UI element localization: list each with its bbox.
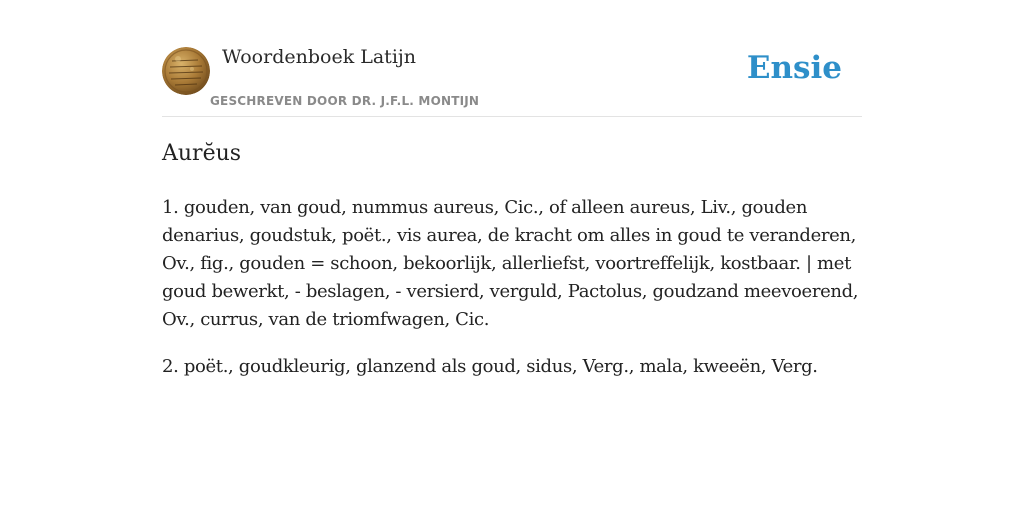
coin-logo-icon[interactable] xyxy=(162,47,210,95)
entry-content xyxy=(162,138,862,400)
ensie-logo-link[interactable]: Ensie xyxy=(746,50,842,86)
definition-1: 1. gouden, van goud, nummus aureus, Cic., of alleen aureus, Liv., gouden denarius, goudstuk, poët., vis aurea, de kracht om alles in goud te veranderen, Ov., fig., gouden = schoon, bekoorlijk, allerliefst, voortreffelijk, kostbaar. | met goud bewerkt, - beslagen, - versierd, verguld, Pactolus, goudzand meevoerend, Ov., currus, van de triomfwagen, Cic. xyxy=(162,197,859,330)
definition-2: 2. poët., goudkleurig, glanzend als goud, sidus, Verg., mala, kweeën, Verg. xyxy=(162,356,818,377)
dictionary-header xyxy=(162,40,862,117)
dictionary-title[interactable]: Woordenboek Latijn xyxy=(222,46,417,68)
headword: Aurĕus xyxy=(162,141,242,166)
author-byline: GESCHREVEN DOOR DR. J.F.L. MONTIJN xyxy=(210,94,480,108)
